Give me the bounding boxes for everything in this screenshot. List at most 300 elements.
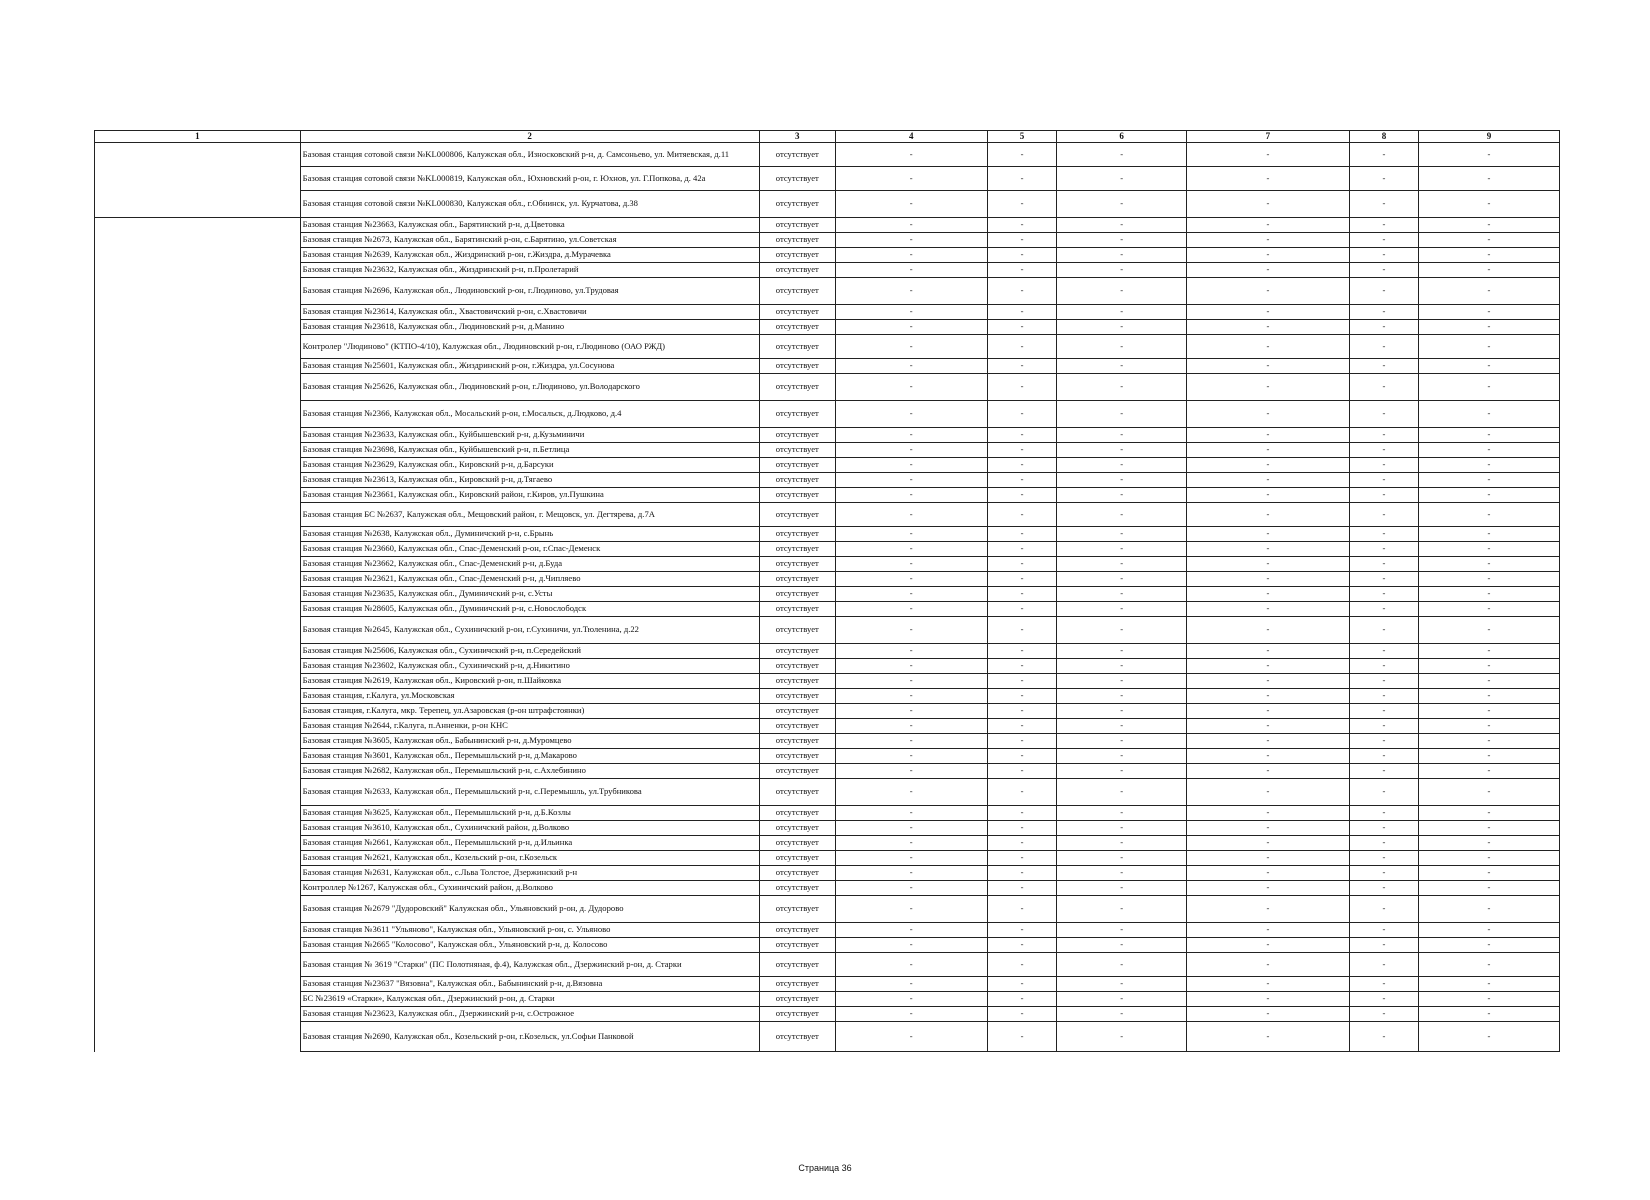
dash-cell-col-5: - <box>987 896 1057 923</box>
dash-cell-col-9: - <box>1418 374 1559 401</box>
dash-cell-col-9: - <box>1418 401 1559 428</box>
dash-cell-col-8: - <box>1350 977 1419 992</box>
status-cell: отсутствует <box>759 896 835 923</box>
object-description-cell: Базовая станция №2366, Калужская обл., Мосальский р-он, г.Мосальск, д.Людково, д.4 <box>300 401 759 428</box>
object-description-cell: Базовая станция №2645, Калужская обл., Сухиничский р-он, г.Сухиничи, ул.Тюленина, д.22 <box>300 617 759 644</box>
row-group-cell <box>95 851 301 866</box>
dash-cell-col-9: - <box>1418 821 1559 836</box>
dash-cell-col-4: - <box>835 1007 987 1022</box>
col-header-6: 6 <box>1057 131 1186 143</box>
dash-cell-col-5: - <box>987 923 1057 938</box>
dash-cell-col-7: - <box>1186 602 1349 617</box>
dash-cell-col-7: - <box>1186 167 1349 191</box>
dash-cell-col-6: - <box>1057 278 1186 305</box>
dash-cell-col-4: - <box>835 263 987 278</box>
dash-cell-col-4: - <box>835 503 987 527</box>
dash-cell-col-8: - <box>1350 602 1419 617</box>
table-row <box>95 674 1560 689</box>
table-row <box>95 248 1560 263</box>
dash-cell-col-9: - <box>1418 953 1559 977</box>
dash-cell-col-6: - <box>1057 488 1186 503</box>
status-cell: отсутствует <box>759 248 835 263</box>
table-row <box>95 305 1560 320</box>
dash-cell-col-8: - <box>1350 764 1419 779</box>
dash-cell-col-6: - <box>1057 305 1186 320</box>
dash-cell-col-5: - <box>987 749 1057 764</box>
dash-cell-col-5: - <box>987 659 1057 674</box>
status-cell: отсутствует <box>759 458 835 473</box>
status-cell: отсутствует <box>759 881 835 896</box>
dash-cell-col-9: - <box>1418 428 1559 443</box>
dash-cell-col-4: - <box>835 836 987 851</box>
dash-cell-col-6: - <box>1057 821 1186 836</box>
table-row <box>95 851 1560 866</box>
dash-cell-col-6: - <box>1057 704 1186 719</box>
row-group-cell <box>95 488 301 503</box>
dash-cell-col-5: - <box>987 263 1057 278</box>
dash-cell-col-7: - <box>1186 734 1349 749</box>
dash-cell-col-9: - <box>1418 749 1559 764</box>
status-cell: отсутствует <box>759 659 835 674</box>
row-group-cell <box>95 587 301 602</box>
object-description-cell: Базовая станция №23662, Калужская обл., Спас-Деменский р-н, д.Буда <box>300 557 759 572</box>
row-group-cell <box>95 320 301 335</box>
dash-cell-col-7: - <box>1186 851 1349 866</box>
dash-cell-col-8: - <box>1350 359 1419 374</box>
dash-cell-col-9: - <box>1418 359 1559 374</box>
table-row <box>95 836 1560 851</box>
object-description-cell: Базовая станция №23621, Калужская обл., Спас-Деменский р-н, д.Чипляево <box>300 572 759 587</box>
dash-cell-col-8: - <box>1350 704 1419 719</box>
table-row <box>95 938 1560 953</box>
dash-cell-col-7: - <box>1186 218 1349 233</box>
status-cell: отсутствует <box>759 764 835 779</box>
dash-cell-col-6: - <box>1057 881 1186 896</box>
dash-cell-col-7: - <box>1186 263 1349 278</box>
status-cell: отсутствует <box>759 263 835 278</box>
dash-cell-col-7: - <box>1186 473 1349 488</box>
dash-cell-col-4: - <box>835 659 987 674</box>
dash-cell-col-5: - <box>987 674 1057 689</box>
dash-cell-col-5: - <box>987 617 1057 644</box>
object-description-cell: Базовая станция №2682, Калужская обл., Перемышльский р-н, с.Ахлебинино <box>300 764 759 779</box>
dash-cell-col-8: - <box>1350 866 1419 881</box>
dash-cell-col-7: - <box>1186 896 1349 923</box>
dash-cell-col-9: - <box>1418 602 1559 617</box>
dash-cell-col-6: - <box>1057 473 1186 488</box>
status-cell: отсутствует <box>759 953 835 977</box>
table-row <box>95 602 1560 617</box>
table-row <box>95 704 1560 719</box>
dash-cell-col-8: - <box>1350 233 1419 248</box>
table-row <box>95 473 1560 488</box>
object-description-cell: Базовая станция №2619, Калужская обл., Кировский р-он, п.Шайковка <box>300 674 759 689</box>
dash-cell-col-7: - <box>1186 992 1349 1007</box>
status-cell: отсутствует <box>759 689 835 704</box>
dash-cell-col-8: - <box>1350 992 1419 1007</box>
dash-cell-col-6: - <box>1057 401 1186 428</box>
row-group-cell <box>95 617 301 644</box>
row-group-cell <box>95 719 301 734</box>
status-cell: отсутствует <box>759 191 835 218</box>
status-cell: отсутствует <box>759 359 835 374</box>
status-cell: отсутствует <box>759 992 835 1007</box>
dash-cell-col-9: - <box>1418 881 1559 896</box>
dash-cell-col-5: - <box>987 191 1057 218</box>
object-description-cell: Базовая станция №23637 "Вязовна", Калужская обл., Бабынинский р-н, д.Вязовна <box>300 977 759 992</box>
table-row <box>95 401 1560 428</box>
dash-cell-col-8: - <box>1350 263 1419 278</box>
table-row <box>95 719 1560 734</box>
dash-cell-col-5: - <box>987 557 1057 572</box>
dash-cell-col-8: - <box>1350 851 1419 866</box>
dash-cell-col-6: - <box>1057 572 1186 587</box>
dash-cell-col-6: - <box>1057 527 1186 542</box>
dash-cell-col-5: - <box>987 779 1057 806</box>
dash-cell-col-6: - <box>1057 938 1186 953</box>
object-description-cell: Базовая станция №2679 "Дудоровский" Калужская обл., Ульяновский р-он, д. Дудорово <box>300 896 759 923</box>
dash-cell-col-5: - <box>987 821 1057 836</box>
dash-cell-col-6: - <box>1057 992 1186 1007</box>
dash-cell-col-6: - <box>1057 503 1186 527</box>
col-header-7: 7 <box>1186 131 1349 143</box>
table-row <box>95 488 1560 503</box>
table-row <box>95 806 1560 821</box>
dash-cell-col-9: - <box>1418 167 1559 191</box>
object-description-cell: Базовая станция №23632, Калужская обл., Жиздринский р-н, п.Пролетарий <box>300 263 759 278</box>
dash-cell-col-9: - <box>1418 866 1559 881</box>
row-group-cell <box>95 428 301 443</box>
object-description-cell: Базовая станция №3625, Калужская обл., Перемышльский р-н, д.Б.Козлы <box>300 806 759 821</box>
object-description-cell: Базовая станция №2633, Калужская обл., Перемышльский р-н, с.Перемышль, ул.Трубникова <box>300 779 759 806</box>
dash-cell-col-8: - <box>1350 335 1419 359</box>
object-description-cell: Базовая станция №23661, Калужская обл., Кировский район, г.Киров, ул.Пушкина <box>300 488 759 503</box>
dash-cell-col-8: - <box>1350 503 1419 527</box>
dash-cell-col-6: - <box>1057 749 1186 764</box>
dash-cell-col-6: - <box>1057 248 1186 263</box>
dash-cell-col-5: - <box>987 143 1057 167</box>
dash-cell-col-5: - <box>987 428 1057 443</box>
row-group-cell <box>95 704 301 719</box>
dash-cell-col-9: - <box>1418 248 1559 263</box>
status-cell: отсутствует <box>759 233 835 248</box>
table-row <box>95 923 1560 938</box>
dash-cell-col-5: - <box>987 1022 1057 1052</box>
row-group-cell <box>95 335 301 359</box>
dash-cell-col-4: - <box>835 851 987 866</box>
row-group-cell <box>95 305 301 320</box>
object-description-cell: Базовая станция №23623, Калужская обл., Дзержинский р-н, с.Острожное <box>300 1007 759 1022</box>
dash-cell-col-4: - <box>835 881 987 896</box>
dash-cell-col-9: - <box>1418 278 1559 305</box>
status-cell: отсутствует <box>759 644 835 659</box>
dash-cell-col-9: - <box>1418 851 1559 866</box>
dash-cell-col-6: - <box>1057 953 1186 977</box>
object-description-cell: Базовая станция №25606, Калужская обл., Сухиничский р-н, п.Середейский <box>300 644 759 659</box>
dash-cell-col-5: - <box>987 248 1057 263</box>
dash-cell-col-5: - <box>987 167 1057 191</box>
status-cell: отсутствует <box>759 278 835 305</box>
col-header-4: 4 <box>835 131 987 143</box>
dash-cell-col-6: - <box>1057 689 1186 704</box>
dash-cell-col-9: - <box>1418 503 1559 527</box>
object-description-cell: Базовая станция №23618, Калужская обл., Людиновский р-н, д.Манино <box>300 320 759 335</box>
table-row <box>95 458 1560 473</box>
dash-cell-col-9: - <box>1418 674 1559 689</box>
dash-cell-col-4: - <box>835 806 987 821</box>
object-description-cell: Базовая станция №23614, Калужская обл., Хвастовичский р-он, с.Хвастовичи <box>300 305 759 320</box>
dash-cell-col-4: - <box>835 527 987 542</box>
row-group-cell <box>95 557 301 572</box>
status-cell: отсутствует <box>759 143 835 167</box>
dash-cell-col-9: - <box>1418 233 1559 248</box>
dash-cell-col-9: - <box>1418 527 1559 542</box>
row-group-cell <box>95 278 301 305</box>
dash-cell-col-8: - <box>1350 443 1419 458</box>
dash-cell-col-5: - <box>987 320 1057 335</box>
dash-cell-col-6: - <box>1057 263 1186 278</box>
dash-cell-col-8: - <box>1350 320 1419 335</box>
dash-cell-col-6: - <box>1057 167 1186 191</box>
status-cell: отсутствует <box>759 503 835 527</box>
status-cell: отсутствует <box>759 488 835 503</box>
dash-cell-col-5: - <box>987 305 1057 320</box>
dash-cell-col-6: - <box>1057 458 1186 473</box>
dash-cell-col-9: - <box>1418 320 1559 335</box>
dash-cell-col-4: - <box>835 233 987 248</box>
dash-cell-col-8: - <box>1350 617 1419 644</box>
table-row <box>95 617 1560 644</box>
dash-cell-col-6: - <box>1057 233 1186 248</box>
dash-cell-col-9: - <box>1418 938 1559 953</box>
dash-cell-col-7: - <box>1186 1007 1349 1022</box>
table-row <box>95 779 1560 806</box>
col-header-2: 2 <box>300 131 759 143</box>
dash-cell-col-6: - <box>1057 428 1186 443</box>
dash-cell-col-5: - <box>987 719 1057 734</box>
dash-cell-col-6: - <box>1057 836 1186 851</box>
dash-cell-col-7: - <box>1186 719 1349 734</box>
dash-cell-col-6: - <box>1057 320 1186 335</box>
dash-cell-col-5: - <box>987 488 1057 503</box>
row-group-cell <box>95 572 301 587</box>
dash-cell-col-8: - <box>1350 428 1419 443</box>
status-cell: отсутствует <box>759 719 835 734</box>
dash-cell-col-5: - <box>987 335 1057 359</box>
status-cell: отсутствует <box>759 821 835 836</box>
dash-cell-col-7: - <box>1186 503 1349 527</box>
dash-cell-col-7: - <box>1186 779 1349 806</box>
dash-cell-col-9: - <box>1418 143 1559 167</box>
object-description-cell: Базовая станция №2621, Калужская обл., Козельский р-он, г.Козельск <box>300 851 759 866</box>
object-description-cell: БС №23619 «Старки», Калужская обл., Дзержинский р-он, д. Старки <box>300 992 759 1007</box>
row-group-cell <box>95 602 301 617</box>
table-row <box>95 167 1560 191</box>
dash-cell-col-7: - <box>1186 143 1349 167</box>
dash-cell-col-5: - <box>987 764 1057 779</box>
object-description-cell: Контролер "Людиново" (КТПО-4/10), Калужская обл., Людиновский р-он, г.Людиново (ОАО РЖД) <box>300 335 759 359</box>
status-cell: отсутствует <box>759 587 835 602</box>
dash-cell-col-7: - <box>1186 320 1349 335</box>
object-description-cell: Контроллер №1267, Калужская обл., Сухиничский район, д.Волково <box>300 881 759 896</box>
dash-cell-col-9: - <box>1418 836 1559 851</box>
dash-cell-col-5: - <box>987 542 1057 557</box>
status-cell: отсутствует <box>759 527 835 542</box>
dash-cell-col-5: - <box>987 278 1057 305</box>
col-header-3: 3 <box>759 131 835 143</box>
dash-cell-col-4: - <box>835 143 987 167</box>
dash-cell-col-8: - <box>1350 191 1419 218</box>
dash-cell-col-5: - <box>987 503 1057 527</box>
object-description-cell: Базовая станция, г.Калуга, мкр. Терепец, ул.Азаровская (р-он штрафстоянки) <box>300 704 759 719</box>
dash-cell-col-4: - <box>835 674 987 689</box>
dash-cell-col-8: - <box>1350 674 1419 689</box>
dash-cell-col-8: - <box>1350 881 1419 896</box>
dash-cell-col-5: - <box>987 473 1057 488</box>
dash-cell-col-8: - <box>1350 659 1419 674</box>
object-description-cell: Базовая станция №2638, Калужская обл., Думиничский р-н, с.Брынь <box>300 527 759 542</box>
dash-cell-col-6: - <box>1057 443 1186 458</box>
dash-cell-col-9: - <box>1418 458 1559 473</box>
row-group-cell <box>95 248 301 263</box>
dash-cell-col-4: - <box>835 821 987 836</box>
object-description-cell: Базовая станция №2644, г.Калуга, п.Анненки, р-он КНС <box>300 719 759 734</box>
dash-cell-col-4: - <box>835 473 987 488</box>
dash-cell-col-6: - <box>1057 659 1186 674</box>
object-description-cell: Базовая станция №25626, Калужская обл., Людиновский р-он, г.Людиново, ул.Володарского <box>300 374 759 401</box>
table-row <box>95 953 1560 977</box>
dash-cell-col-4: - <box>835 689 987 704</box>
dash-cell-col-7: - <box>1186 659 1349 674</box>
dash-cell-col-4: - <box>835 617 987 644</box>
dash-cell-col-7: - <box>1186 674 1349 689</box>
object-description-cell: Базовая станция №23698, Калужская обл., Куйбышевский р-н, п.Бетлица <box>300 443 759 458</box>
dash-cell-col-4: - <box>835 572 987 587</box>
dash-cell-col-7: - <box>1186 374 1349 401</box>
dash-cell-col-5: - <box>987 443 1057 458</box>
table-row <box>95 1007 1560 1022</box>
dash-cell-col-9: - <box>1418 305 1559 320</box>
row-group-cell <box>95 359 301 374</box>
dash-cell-col-9: - <box>1418 977 1559 992</box>
row-group-cell <box>95 527 301 542</box>
dash-cell-col-7: - <box>1186 704 1349 719</box>
dash-cell-col-5: - <box>987 689 1057 704</box>
dash-cell-col-9: - <box>1418 779 1559 806</box>
row-group-cell <box>95 503 301 527</box>
dash-cell-col-4: - <box>835 704 987 719</box>
object-description-cell: Базовая станция №23629, Калужская обл., Кировский р-н, д.Барсуки <box>300 458 759 473</box>
object-description-cell: Базовая станция №23633, Калужская обл., Куйбышевский р-н, д.Кузьминичи <box>300 428 759 443</box>
dash-cell-col-7: - <box>1186 617 1349 644</box>
dash-cell-col-4: - <box>835 734 987 749</box>
row-group-cell <box>95 659 301 674</box>
dash-cell-col-7: - <box>1186 836 1349 851</box>
dash-cell-col-8: - <box>1350 488 1419 503</box>
dash-cell-col-5: - <box>987 734 1057 749</box>
dash-cell-col-8: - <box>1350 587 1419 602</box>
status-cell: отсутствует <box>759 572 835 587</box>
dash-cell-col-6: - <box>1057 851 1186 866</box>
dash-cell-col-5: - <box>987 218 1057 233</box>
dash-cell-col-9: - <box>1418 1007 1559 1022</box>
object-description-cell: Базовая станция №3610, Калужская обл., Сухиничский район, д.Волково <box>300 821 759 836</box>
page-number: Страница 36 <box>798 1163 852 1173</box>
dash-cell-col-5: - <box>987 881 1057 896</box>
dash-cell-col-4: - <box>835 488 987 503</box>
dash-cell-col-8: - <box>1350 527 1419 542</box>
dash-cell-col-8: - <box>1350 167 1419 191</box>
row-group-cell <box>95 473 301 488</box>
dash-cell-col-4: - <box>835 248 987 263</box>
col-header-9: 9 <box>1418 131 1559 143</box>
dash-cell-col-8: - <box>1350 953 1419 977</box>
table-row <box>95 527 1560 542</box>
row-group-cell <box>95 977 301 992</box>
dash-cell-col-5: - <box>987 977 1057 992</box>
dash-cell-col-9: - <box>1418 263 1559 278</box>
row-group-cell <box>95 734 301 749</box>
dash-cell-col-4: - <box>835 401 987 428</box>
dash-cell-col-7: - <box>1186 191 1349 218</box>
dash-cell-col-8: - <box>1350 938 1419 953</box>
dash-cell-col-6: - <box>1057 335 1186 359</box>
dash-cell-col-6: - <box>1057 977 1186 992</box>
dash-cell-col-9: - <box>1418 719 1559 734</box>
dash-cell-col-7: - <box>1186 587 1349 602</box>
object-description-cell: Базовая станция №23613, Калужская обл., Кировский р-н, д.Тягаево <box>300 473 759 488</box>
dash-cell-col-4: - <box>835 1022 987 1052</box>
table-row <box>95 749 1560 764</box>
dash-cell-col-4: - <box>835 977 987 992</box>
dash-cell-col-7: - <box>1186 488 1349 503</box>
dash-cell-col-4: - <box>835 542 987 557</box>
table-row <box>95 587 1560 602</box>
dash-cell-col-4: - <box>835 218 987 233</box>
dash-cell-col-8: - <box>1350 458 1419 473</box>
dash-cell-col-7: - <box>1186 977 1349 992</box>
object-description-cell: Базовая станция № 3619 "Старки" (ПС Полотняная, ф.4), Калужская обл., Дзержинский р-он, д. Старки <box>300 953 759 977</box>
status-cell: отсутствует <box>759 1022 835 1052</box>
row-group-cell <box>95 749 301 764</box>
dash-cell-col-5: - <box>987 938 1057 953</box>
status-cell: отсутствует <box>759 866 835 881</box>
dash-cell-col-6: - <box>1057 644 1186 659</box>
object-description-cell: Базовая станция №3611 "Ульяново", Калужская обл., Ульяновский р-он, с. Ульяново <box>300 923 759 938</box>
dash-cell-col-7: - <box>1186 557 1349 572</box>
dash-cell-col-8: - <box>1350 836 1419 851</box>
table-row <box>95 992 1560 1007</box>
dash-cell-col-7: - <box>1186 428 1349 443</box>
table-row <box>95 689 1560 704</box>
row-group-cell <box>95 542 301 557</box>
dash-cell-col-4: - <box>835 923 987 938</box>
dash-cell-col-6: - <box>1057 359 1186 374</box>
dash-cell-col-4: - <box>835 779 987 806</box>
object-description-cell: Базовая станция №3601, Калужская обл., Перемышльский р-н, д.Макарово <box>300 749 759 764</box>
object-description-cell: Базовая станция №25601, Калужская обл., Жиздринский р-он, г.Жиздра, ул.Сосунова <box>300 359 759 374</box>
dash-cell-col-7: - <box>1186 749 1349 764</box>
dash-cell-col-8: - <box>1350 779 1419 806</box>
row-group-cell <box>95 233 301 248</box>
table-row <box>95 1022 1560 1052</box>
dash-cell-col-6: - <box>1057 923 1186 938</box>
dash-cell-col-9: - <box>1418 734 1559 749</box>
row-group-cell <box>95 443 301 458</box>
status-cell: отсутствует <box>759 836 835 851</box>
dash-cell-col-4: - <box>835 278 987 305</box>
status-cell: отсутствует <box>759 923 835 938</box>
